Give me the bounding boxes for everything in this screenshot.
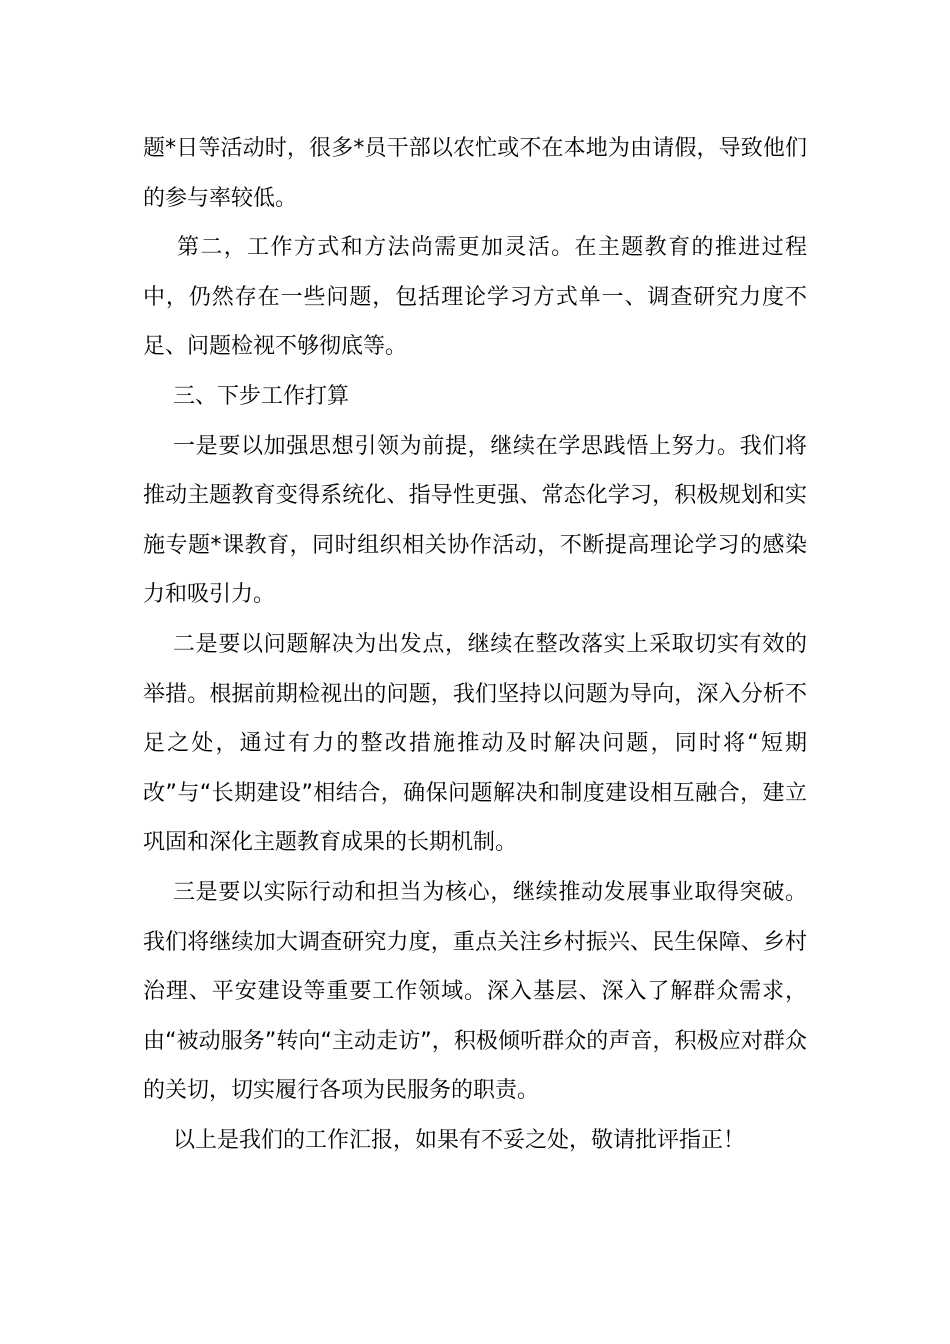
paragraph-plan-three: 三是要以实际行动和担当为核心，继续推动发展事业取得突破。我们将继续加大调查研究力度，重点关注乡村振兴、民生保障、乡村治理、平安建设等重要工作领域。深入基层、深入了解群众需求，由“被动服务”转向“主动走访”，积极倾听群众的声音，积极应对群众的关切，切实履行各项为民服务的职责。 <box>143 879 807 1104</box>
document-body <box>143 124 807 1165</box>
paragraph-continuation: 题*日等活动时，很多*员干部以农忙或不在本地为由请假，导致他们的参与率较低。 <box>143 136 807 211</box>
paragraph-second-point: 第二，工作方式和方法尚需更加灵活。在主题教育的推进过程中，仍然存在一些问题，包括理论学习方式单一、调查研究力度不足、问题检视不够彻底等。 <box>143 235 807 360</box>
paragraph-plan-two: 二是要以问题解决为出发点，继续在整改落实上采取切实有效的举措。根据前期检视出的问题，我们坚持以问题为导向，深入分析不足之处，通过有力的整改措施推动及时解决问题，同时将“短期改”与“长期建设”相结合，确保问题解决和制度建设相互融合，建立巩固和深化主题教育成果的长期机制。 <box>143 631 807 856</box>
paragraph-plan-one: 一是要以加强思想引领为前提，继续在学思践悟上努力。我们将推动主题教育变得系统化、指导性更强、常态化学习，积极规划和实施专题*课教育，同时组织相关协作活动，不断提高理论学习的感染力和吸引力。 <box>143 433 807 608</box>
section-heading-next-steps: 三、下步工作打算 <box>173 383 350 409</box>
paragraph-closing: 以上是我们的工作汇报，如果有不妥之处，敬请批评指正！ <box>173 1127 746 1153</box>
